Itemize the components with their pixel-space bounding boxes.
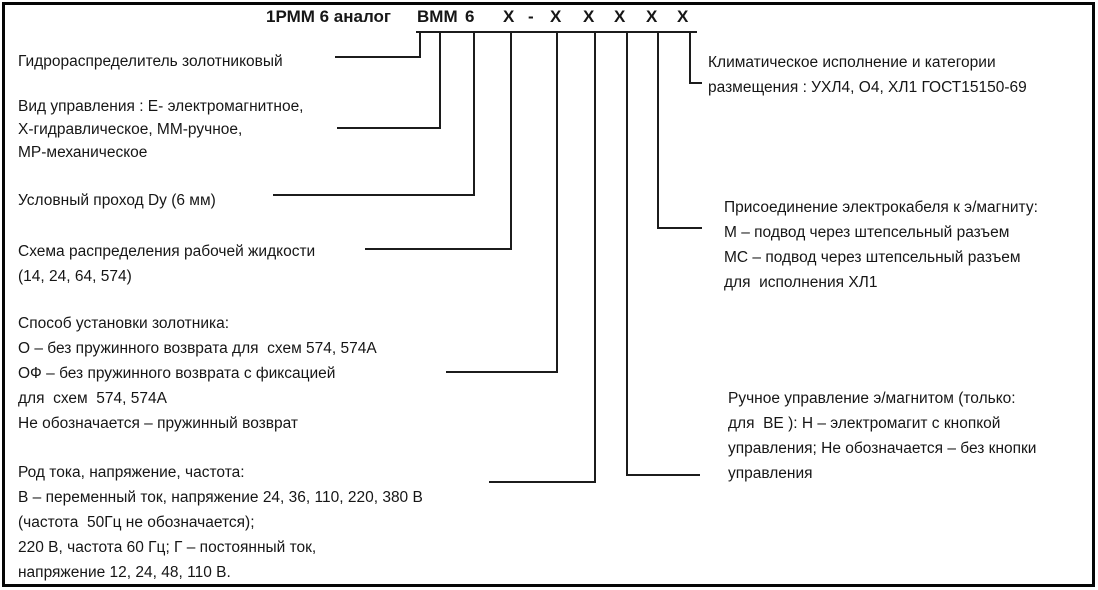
label-line: 220 В, частота 60 Гц; Г – постоянный ток, xyxy=(18,539,317,556)
label-line: (14, 24, 64, 574) xyxy=(18,268,132,285)
leader-valve-type xyxy=(335,32,420,57)
label-line: Присоединение электрокабеля к э/магниту: xyxy=(724,199,1038,216)
leader-fluid-scheme xyxy=(365,32,511,249)
label-line: (частота 50Гц не обозначается); xyxy=(18,514,255,531)
label-line: Гидрораспределитель золотниковый xyxy=(18,53,283,70)
label-control-type xyxy=(18,95,304,164)
label-line: для ВЕ ): Н – электромагит с кнопкой xyxy=(728,415,1001,432)
label-line: Вид управления : Е- электромагнитное, xyxy=(18,98,304,115)
label-line: управления; Не обозначается – без кнопки xyxy=(728,440,1037,457)
label-line: МР-механическое xyxy=(18,144,148,161)
code-part-x5: Х xyxy=(646,7,658,26)
code-part-x3: Х xyxy=(583,7,595,26)
label-line: Х-гидравлическое, ММ-ручное, xyxy=(18,121,243,138)
label-line: Род тока, напряжение, частота: xyxy=(18,464,245,481)
label-valve-type xyxy=(18,50,283,73)
label-line: размещения : УХЛ4, О4, ХЛ1 ГОСТ15150-69 xyxy=(708,79,1027,96)
label-nominal-bore xyxy=(18,189,216,212)
label-current-type xyxy=(18,460,423,585)
label-line: В – переменный ток, напряжение 24, 36, 110, 220, 380 В xyxy=(18,489,423,506)
label-line: О – без пружинного возврата для схем 574, 574А xyxy=(18,340,377,357)
label-line: управления xyxy=(728,465,813,482)
label-line: М – подвод через штепсельный разъем xyxy=(724,224,1010,241)
label-line: Ручное управление э/магнитом (только: xyxy=(728,390,1016,407)
label-line: Условный проход Dу (6 мм) xyxy=(18,192,216,209)
leader-climate xyxy=(690,32,702,83)
label-manual-override xyxy=(728,386,1036,486)
code-part-x1: Х xyxy=(503,7,515,26)
label-spool-setup xyxy=(18,311,377,436)
code-part-x4: Х xyxy=(614,7,626,26)
label-cable-connection xyxy=(724,195,1038,295)
leader-cable-connection xyxy=(658,32,702,228)
model-title: 1РММ 6 аналог xyxy=(266,7,392,26)
code-part-x2: Х xyxy=(550,7,562,26)
leader-control-type xyxy=(337,32,440,128)
label-line: для схем 574, 574А xyxy=(18,390,167,407)
label-climate xyxy=(708,50,1027,100)
code-part-size: 6 xyxy=(465,7,475,26)
code-part-x6: Х xyxy=(677,7,689,26)
code-part-vmm: ВММ xyxy=(417,7,458,26)
leader-manual-override xyxy=(627,32,700,475)
code-part-dash: - xyxy=(528,7,534,26)
label-line: МС – подвод через штепсельный разъем xyxy=(724,249,1021,266)
label-line: Климатическое исполнение и категории xyxy=(708,54,996,71)
label-fluid-scheme xyxy=(18,239,315,289)
label-line: напряжение 12, 24, 48, 110 В. xyxy=(18,564,231,581)
label-line: Не обозначается – пружинный возврат xyxy=(18,415,298,432)
leader-spool-setup xyxy=(446,32,557,372)
label-line: Способ установки золотника: xyxy=(18,315,230,332)
label-line: ОФ – без пружинного возврата с фиксацией xyxy=(18,365,336,382)
label-line: Схема распределения рабочей жидкости xyxy=(18,243,316,260)
leader-current-type xyxy=(489,32,595,482)
label-line: для исполнения ХЛ1 xyxy=(724,274,878,291)
